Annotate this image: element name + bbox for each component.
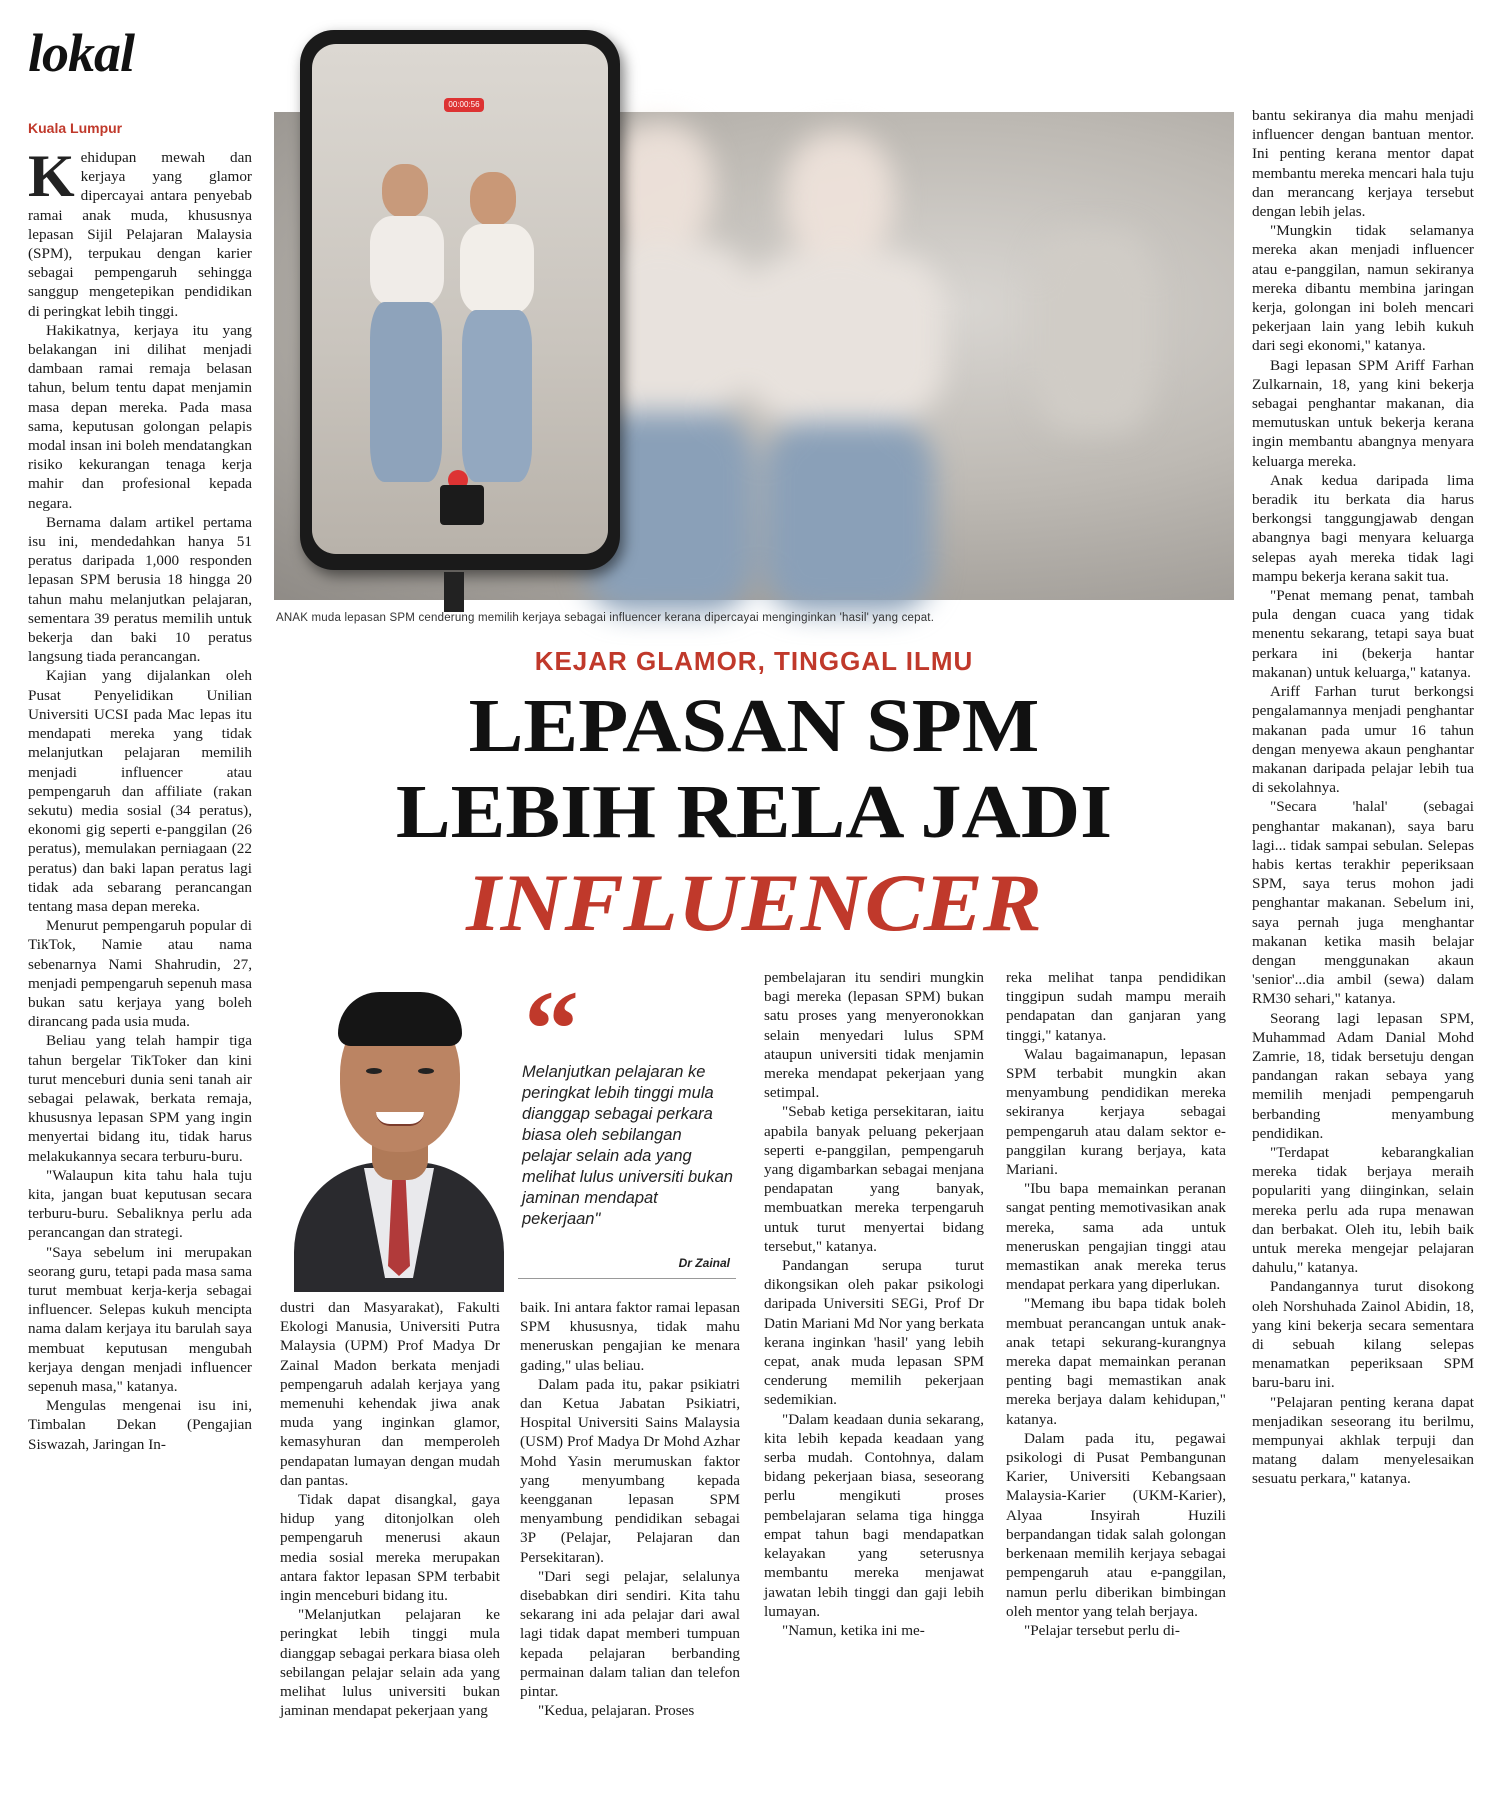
paragraph: "Namun, ketika ini me- xyxy=(782,1621,925,1639)
paragraph: "Pelajaran penting kerana dapat menjadikan seseorang itu berilmu, mempunyai akhlak terpuji dan matang dalam menyelesaikan sesuatu perkara," katanya. xyxy=(1252,1393,1474,1488)
paragraph: Kehidupan mewah dan kerjaya yang glamor dipercayai antara penyebab ramai anak muda, khususnya lepasan Sijil Pelajaran Malaysia (SPM), terpukau dengan karier sebagai pempengaruh sehingga sanggup mengetepikan pendidikan di peringkat lebih tinggi. xyxy=(28,143,252,320)
paragraph: pembelajaran itu sendiri mungkin bagi mereka (lepasan SPM) bukan satu proses yang menyeronokkan selain menyedari lulus SPM ataupun universiti tidak menjamin mereka mendapat pekerjaan yang setimpal. xyxy=(764,969,984,1102)
paragraph: Bagi lepasan SPM Ariff Farhan Zulkarnain, 18, yang kini bekerja sebagai penghantar makanan, dia memutuskan untuk bekerja kerana ingin membantu abangnya menyara keluarga mereka. xyxy=(1252,356,1474,470)
paragraph: Bernama dalam artikel pertama isu ini, mendedahkan hanya 51 peratus daripada 1,000 responden lepasan SPM berusia 18 hingga 20 tahun mahu melanjutkan pelajaran, sementara 39 peratus memilih untuk bekerja dan baki 10 peratus langsung tiada perancangan. xyxy=(28,513,252,666)
paragraph: "Kedua, pelajaran. Proses xyxy=(538,1702,695,1720)
pull-quote: Melanjutkan pelajaran ke peringkat lebih tinggi mula dianggap sebagai perkara biasa oleh sebilangan pelajar selain ada yang melihat lulus universiti bukan jaminan mendapat pekerjaan" xyxy=(522,1063,733,1228)
paragraph: Seorang lagi lepasan SPM, Muhammad Adam Danial Mohd Zamrie, 18, tidak bersetuju dengan pandangan rakan sebaya yang memilih menjadi pempengaruh berbanding menyambung pendidikan. xyxy=(1252,1009,1474,1142)
article-column-left xyxy=(28,143,252,1788)
paragraph: "Mungkin tidak selamanya mereka akan menjadi influencer atau e-panggilan, namun sekiranya mereka dibantu membina jaringan kerja, golongan ini boleh mencari pekerjaan lain yang lebih kukuh dari segi ekonomi," katanya. xyxy=(1252,222,1474,355)
paragraph: "Pelajar tersebut perlu di- xyxy=(1024,1621,1180,1639)
paragraph: dustri dan Masyarakat), Fakulti Ekologi Manusia, Universiti Putra Malaysia (UPM) Prof Madya Dr Zainal Madon berkata menjadi pempengaruh adalah kerjaya yang memenuhi kehendak jiwa anak muda yang inginkan glamor, kemasyhuran dan memperoleh pendapatan lumayan dengan mudah dan pantas. xyxy=(280,1299,500,1489)
paragraph: Dalam pada itu, pegawai psikologi di Pusat Pembangunan Karier, Universiti Kebangsaan Malaysia-Karier (UKM-Karier), Alyaa Insyirah Huzili berpandangan tidak salah golongan berkenaan memilih kerjaya sebagai pempengaruh atau e-panggilan, namun perlu diberikan bimbingan oleh mentor yang telah berjaya. xyxy=(1006,1429,1226,1620)
paragraph: "Memang ibu bapa tidak boleh membuat perancangan untuk anak-anak tetapi sekurang-kurangnya mereka dapat memainkan peranan penting bagi memastikan anak mereka berjaya dalam kehidupan," katanya. xyxy=(1006,1295,1226,1428)
paragraph: "Dalam keadaan dunia sekarang, kita lebih kepada keadaan yang serba mudah. Contohnya, dalam bidang pekerjaan biasa, seseorang perlu mengikuti proses pembelajaran selama tiga hingga empat tahun bagi mendapatkan kelayakan yang seterusnya membantu mereka menjawat jawatan lebih tinggi dan gaji lebih lumayan. xyxy=(764,1410,984,1620)
article-photo xyxy=(274,100,1234,600)
article-column-bottom-4 xyxy=(1006,968,1226,1786)
quote-mark-icon: “ xyxy=(524,968,579,1090)
headline-line-3: INFLUENCER xyxy=(466,857,1042,948)
paragraph: "Secara 'halal' (sebagai penghantar makanan), saya baru lagi... tidak sampai sebulan. Selepas habis kertas terakhir peperiksaan SPM, saya terus mohon jadi penghantar makanan. Sebelum ini, saya pernah juga menghantar makanan ketika masih belajar dengan menggunakan akaun 'senior'...dia ambil (sewa) dalam RM30 sehari," katanya. xyxy=(1252,798,1474,1008)
article-column-right xyxy=(1252,106,1474,1786)
paragraph: Mengulas mengenai isu ini, Timbalan Dekan (Pengajian Siswazah, Jaringan In- xyxy=(28,1397,252,1453)
paragraph: "Melanjutkan pelajaran ke peringkat lebih tinggi mula dianggap sebagai perkara biasa oleh sebilangan pelajar selain ada yang melihat lulus universiti bukan jaminan mendapat pekerjaan yang xyxy=(280,1606,500,1720)
paragraph: "Walaupun kita tahu hala tuju kita, jangan buat keputusan secara terburu-buru. Sebaliknya perlu ada perancangan dan strategi. xyxy=(28,1166,252,1242)
headline-line-1: LEPASAN SPM xyxy=(468,684,1040,768)
paragraph: Walau bagaimanapun, lepasan SPM terbabit mungkin akan menyambung pendidikan mereka sekiranya kerjaya sebagai pempengaruh atau dalam sektor e-panggilan kurang berjaya, kata Mariani. xyxy=(1006,1045,1226,1179)
paragraph: Ariff Farhan turut berkongsi pengalamannya menjadi penghantar makanan pada umur 16 tahun dengan menyewa akaun penghantar makanan daripada pelajar lebih tua di sekolahnya. xyxy=(1252,683,1474,797)
pull-quote-attribution: Dr Zainal xyxy=(678,1256,730,1270)
paragraph: reka melihat tanpa pendidikan tinggipun sudah mampu meraih pendapatan dan ganjaran yang tinggi," katanya. xyxy=(1006,969,1226,1044)
recording-timer: 00:00:56 xyxy=(444,98,484,112)
kicker: KEJAR GLAMOR, TINGGAL ILMU xyxy=(534,646,974,676)
phone-on-tripod xyxy=(300,30,620,570)
phone-screen xyxy=(312,44,608,554)
paragraph: Dalam pada itu, pakar psikiatri dan Ketua Jabatan Psikiatri, Hospital Universiti Sains Malaysia (USM) Prof Madya Dr Mohd Azhar Mohd Yasin merumuskan faktor yang menyumbang kepada keengganan lepasan SPM menyambung pendidikan sebagai 3P (Pelajar, Pelajaran dan Persekitaran). xyxy=(520,1375,740,1566)
dateline: Kuala Lumpur xyxy=(28,120,123,136)
paragraph: Tidak dapat disangkal, gaya hidup yang ditonjolkan oleh pempengaruh menerusi akaun media sosial mereka merupakan antara faktor lepasan SPM terbabit ingin menceburi bidang itu. xyxy=(280,1491,500,1605)
paragraph: Menurut pempengaruh popular di TikTok, Namie atau nama sebenarnya Nami Shahrudin, 27, menjadi pempengaruh sepenuh masa bukan satu kerjaya yang boleh dirancang pada usia muda. xyxy=(28,917,252,1031)
paragraph: "Dari segi pelajar, selalunya disebabkan diri sendiri. Kita tahu sekarang ini ada pelajar dari awal lagi tidak dapat memberi tumpuan kepada pelajaran berbanding permainan dalam talian dan telefon pintar. xyxy=(520,1567,740,1701)
tripod-mount xyxy=(440,485,484,525)
headline-line-2: LEBIH RELA JADI xyxy=(395,770,1113,854)
paragraph: "Sebab ketiga persekitaran, iaitu apabila banyak peluang pekerjaan seperti e-panggilan, pempengaruh yang digambarkan sebagai menjana pendapatan yang banyak, membuatkan mereka terpengaruh untuk turut menyertai bidang tersebut," katanya. xyxy=(764,1103,984,1255)
paragraph: Hakikatnya, kerjaya itu yang belakangan ini dilihat menjadi dambaan ramai remaja belasan tahun, belum tentu dapat menjamin masa depan mereka. Pada masa sama, keputusan golongan pelapis modal insan ini boleh mendatangkan risiko kekurangan tenaga kerja mahir dan profesional kepada negara. xyxy=(28,321,252,512)
article-column-bottom-1 xyxy=(280,1298,500,1786)
paragraph: Pandangannya turut disokong oleh Norshuhada Zainol Abidin, 18, yang kini bekerja secara sementara di sebuah kilang selepas menamatkan peperiksaan SPM baru-baru ini. xyxy=(1252,1278,1474,1392)
drop-cap: K xyxy=(28,143,75,209)
paragraph: "Terdapat kebarangkalian mereka tidak berjaya meraih populariti yang diinginkan, selain mereka perlu ada rupa menawan dan berbakat. Oleh itu, lebih baik untuk mereka mengejar pelajaran dahulu," katanya. xyxy=(1252,1143,1474,1277)
paragraph: "Penat memang penat, tambah pula dengan cuaca yang tidak menentu sekarang, tetapi saya buat perkara ini (bekerja hantar makanan) untuk keluarga," katanya. xyxy=(1252,587,1474,681)
tripod-stem xyxy=(444,572,464,612)
paragraph: Kajian yang dijalankan oleh Pusat Penyelidikan Unilian Universiti UCSI pada Mac lepas itu mendapati mereka yang tidak melanjutkan pelajaran memilih menjadi influencer atau pempengaruh dan affiliate (rakan sekutu) media sosial (34 peratus), ekonomi gig seperti e-panggilan (26 peratus), memulakan perniagaan (22 peratus) dan baki lapan peratus lagi tidak ada sebarang perancangan tentang masa depan mereka. xyxy=(28,667,252,915)
section-tag: lokal xyxy=(28,23,135,83)
photo-caption: ANAK muda lepasan SPM cenderung memilih kerjaya sebagai influencer kerana dipercayai menginginkan 'hasil' yang cepat. xyxy=(276,612,935,624)
article-column-bottom-3 xyxy=(764,968,984,1786)
paragraph: baik. Ini antara faktor ramai lepasan SPM khususnya, tidak mahu meneruskan pengajian ke menara gading," ulas beliau. xyxy=(520,1299,740,1374)
article-column-bottom-2 xyxy=(520,1298,740,1786)
paragraph: "Saya sebelum ini merupakan seorang guru, tetapi pada masa sama turut membuat kerja-kerja sebagai influencer. Selepas kukuh mencipta nama dalam kerjaya itu barulah saya membuat keputusan mengubah kerjaya dengan menjadi influencer sepenuh masa," katanya. xyxy=(28,1243,252,1395)
divider xyxy=(518,1278,736,1279)
paragraph: bantu sekiranya dia mahu menjadi influencer dengan bantuan mentor. Ini penting kerana mentor dapat membantu mereka mencari hala tuju dan merancang kerjaya tersebut dengan lebih jelas. xyxy=(1252,107,1474,221)
paragraph: Pandangan serupa turut dikongsikan oleh pakar psikologi daripada Universiti SEGi, Prof Dr Datin Mariani Md Nor yang berkata kerana inginkan 'hasil' yang lebih cepat, anak muda lepasan SPM cenderung memilih pekerjaan sedemikian. xyxy=(764,1257,984,1409)
paragraph: Beliau yang telah hampir tiga tahun bergelar TikToker dan kini turut menceburi dunia seni tanah air sebagai pelawak, berkata remaja, khususnya lepasan SPM yang ingin menyertai bidang itu, tidak harus melakukannya secara terburu-buru. xyxy=(28,1032,252,1165)
paragraph: "Ibu bapa memainkan peranan sangat penting memotivasikan anak mereka, sama ada untuk meneruskan pengajian tinggi atau memastikan anak mereka terus mendapat perkara yang diperlukan. xyxy=(1006,1180,1226,1294)
paragraph: Anak kedua daripada lima beradik itu berkata dia harus berkongsi tanggungjawab dengan abangnya bagi menyara keluarga selepas ayah mereka tidak lagi mampu bekerja kerana sakit tua. xyxy=(1252,471,1474,585)
portrait-photo xyxy=(284,972,504,1270)
